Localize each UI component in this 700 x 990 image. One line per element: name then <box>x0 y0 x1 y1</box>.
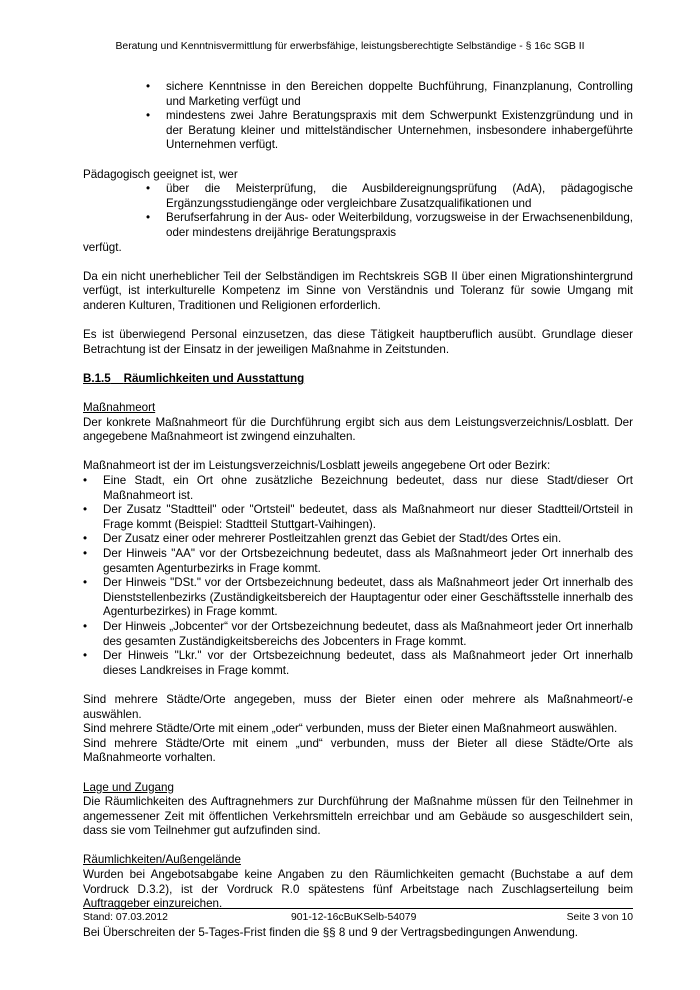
paragraph-frist: Bei Überschreiten der 5-Tages-Frist finden die §§ 8 und 9 der Vertragsbedingungen Anwendung. <box>83 926 578 940</box>
list-item: • Der Hinweis "DSt." vor der Ortsbezeichnung bedeutet, dass als Maßnahmeort jeder Ort innerhalb des Dienststellenbezirks (Zuständigkeitsbereich der Hauptagentur oder einer Geschäftsstelle innerhalb des Agenturbezirkes) in Frage kommt. <box>103 576 633 620</box>
list-item: • Eine Stadt, ein Ort ohne zusätzliche Bezeichnung bedeutet, dass nur diese Stadt/dieser Ort Maßnahmeort ist. <box>103 474 633 503</box>
list-item: • Der Hinweis „Jobcenter“ vor der Ortsbezeichnung bedeutet, dass als Maßnahmeort jeder Ort innerhalb des gesamten Zuständigkeitsbereichs des Jobcenters in Frage kommt. <box>103 620 633 649</box>
raeume-paragraph: Wurden bei Angebotsabgabe keine Angaben zu den Räumlichkeiten gemacht (Buchstabe a auf dem Vordruck D.3.2), ist der Vordruck R.0 spätestens fünf Arbeitstage nach Zuschlagserteilung beim Auftraggeber einzureichen. <box>83 868 633 911</box>
paed-tail: verfügt. <box>83 240 122 254</box>
qualification-list <box>166 80 633 153</box>
lage-heading: Lage und Zugang <box>83 780 174 794</box>
footer-date: Stand: 07.03.2012 <box>83 912 168 923</box>
page-header: Beratung und Kenntnisvermittlung für erwerbsfähige, leistungsberechtigte Selbständige - § 16c SGB II <box>115 41 585 52</box>
footer-page-number: Seite 3 von 10 <box>566 912 633 923</box>
list-item: • mindestens zwei Jahre Beratungspraxis mit dem Schwerpunkt Existenzgründung und in der Beratung kleiner und mittelständischer Unternehmen, insbesondere inhabergeführte Unternehmen verfügt. <box>166 109 633 153</box>
list-item: • sichere Kenntnisse in den Bereichen doppelte Buchführung, Finanzplanung, Controlling und Marketing verfügt und <box>166 80 633 109</box>
paragraph-personal: Es ist überwiegend Personal einzusetzen, das diese Tätigkeit hauptberuflich ausübt. Grundlage dieser Betrachtung ist der Einsatz in der jeweiligen Maßnahme in Zeitstunden. <box>83 328 633 356</box>
section-heading <box>83 372 633 387</box>
massnahmeort-rule-3: Sind mehrere Städte/Orte mit einem „und“ verbunden, muss der Bieter all diese Städte/Orte als Maßnahmeorte vorhalten. <box>83 736 633 765</box>
paed-lead: Pädagogisch geeignet ist, wer <box>83 167 238 181</box>
paed-list <box>166 182 633 240</box>
massnahmeort-heading: Maßnahmeort <box>83 401 156 415</box>
section-number: B.1.5 <box>83 371 111 385</box>
lage-paragraph: Die Räumlichkeiten des Auftragnehmers zur Durchführung der Maßnahme müssen für den Teilnehmer in angemessener Zeit mit öffentlichen Verkehrsmitteln erreichbar und am Gebäude so ausgeschildert sein, dass sie vom Teilnehmer gut aufzufinden sind. <box>83 795 633 838</box>
list-item: • Der Zusatz einer oder mehrerer Postleitzahlen grenzt das Gebiet der Stadt/des Ortes ein. <box>103 532 633 547</box>
section-title: Räumlichkeiten und Ausstattung <box>123 371 305 385</box>
footer-divider <box>83 908 633 909</box>
list-item: • Berufserfahrung in der Aus- oder Weiterbildung, vorzugsweise in der Erwachsenenbildung, oder mindestens dreijährige Beratungspraxis <box>166 211 633 240</box>
list-item: • Der Hinweis "AA" vor der Ortsbezeichnung bedeutet, dass als Maßnahmeort jeder Ort innerhalb des gesamten Agenturbezirks in Frage kommt. <box>103 547 633 576</box>
massnahmeort-lead: Maßnahmeort ist der im Leistungsverzeichnis/Losblatt jeweils angegebene Ort oder Bezirk: <box>83 459 551 473</box>
massnahmeort-rule-2: Sind mehrere Städte/Orte mit einem „oder“ verbunden, muss der Bieter einen Maßnahmeort auswählen. <box>83 722 618 736</box>
massnahmeort-paragraph: Der konkrete Maßnahmeort für die Durchführung ergibt sich aus dem Leistungsverzeichnis/Losblatt. Der angegebene Maßnahmeort ist zwingend einzuhalten. <box>83 415 633 444</box>
list-item: • Der Hinweis "Lkr." vor der Ortsbezeichnung bedeutet, dass als Maßnahmeort jeder Ort innerhalb dieses Landkreises in Frage kommt. <box>103 649 633 678</box>
raeume-heading: Räumlichkeiten/Außengelände <box>83 853 241 867</box>
document-body <box>83 80 633 941</box>
massnahmeort-rule-1: Sind mehrere Städte/Orte angegeben, muss der Bieter einen oder mehrere als Maßnahmeort/-e auswählen. <box>83 692 633 721</box>
footer-code: 901-12-16cBuKSelb-54079 <box>291 912 417 923</box>
paragraph-migration: Da ein nicht unerheblicher Teil der Selbständigen im Rechtskreis SGB II über einen Migrationshintergrund verfügt, ist interkulturelle Kompetenz im Sinne von Verständnis und Toleranz für sowie Umgang mit anderen Kulturen, Traditionen und Religionen erforderlich. <box>83 269 633 312</box>
list-item: • über die Meisterprüfung, die Ausbildereignungsprüfung (AdA), pädagogische Ergänzungsstudiengänge oder vergleichbare Zusatzqualifikationen und <box>166 182 633 211</box>
massnahmeort-list <box>103 474 633 678</box>
list-item: • Der Zusatz "Stadtteil" oder "Ortsteil" bedeutet, dass als Maßnahmeort nur dieser Stadtteil/Ortsteil in Frage kommt (Beispiel: Stadtteil Stuttgart-Vaihingen). <box>103 503 633 532</box>
